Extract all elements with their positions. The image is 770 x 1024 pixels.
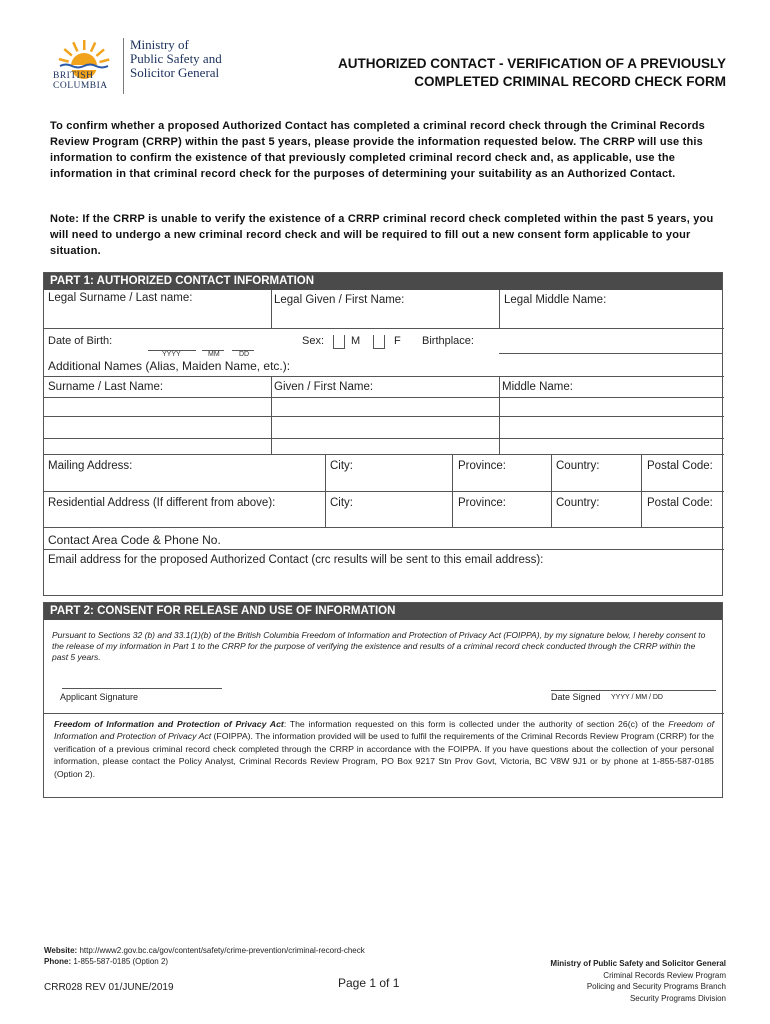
mailing-city-label: City: xyxy=(330,460,353,472)
part2-section xyxy=(43,602,723,798)
legal-surname-field[interactable] xyxy=(44,290,271,328)
footer-org-program: Criminal Records Review Program xyxy=(603,970,726,980)
legal-given-label: Legal Given / First Name: xyxy=(274,294,405,306)
part1-section xyxy=(43,272,723,596)
residential-city-label: City: xyxy=(330,497,353,509)
birthplace-label: Birthplace: xyxy=(422,335,474,347)
form-title-line2: COMPLETED CRIMINAL RECORD CHECK FORM xyxy=(414,74,726,89)
dob-yyyy-hint: YYYY xyxy=(162,351,181,358)
form-title-line1: AUTHORIZED CONTACT - VERIFICATION OF A PREVIOUSLY xyxy=(337,56,726,71)
mailing-province-label: Province: xyxy=(458,460,506,472)
dob-field[interactable] xyxy=(144,335,264,349)
foippa-text-b: (FOIPPA). The information provided will be used to fulfil the requirements of the Criminal Records Review Program (CRRP) for the verification of a previous criminal record check completed through the CRRP in accordance with the FOIPPA. If you have questions about the collection of your personal information, please contact the Policy Analyst, Criminal Records Review Program, PO Box 9217 Stn Prov Govt, Victoria, BC V8W 9J1 or by phone at 1-855-587-0185 (Option 2). xyxy=(54,731,715,779)
ministry-line3: Solicitor General xyxy=(130,65,220,80)
ministry-name xyxy=(130,38,222,80)
consent-text: Pursuant to Sections 32 (b) and 33.1(1)(b) of the British Columbia Freedom of Information and Protection of Privacy Act (FOIPPA), by my signature below, I hereby consent to the release of my information in Part 1 to the CRRP for the purpose of verifying the existence and results of a criminal record check conducted through the CRRP within the past 5 years. xyxy=(52,630,706,662)
form-revision: CRR028 REV 01/JUNE/2019 xyxy=(44,982,174,993)
legal-surname-label: Legal Surname / Last name: xyxy=(48,292,193,304)
foippa-notice xyxy=(44,713,724,780)
dob-label: Date of Birth: xyxy=(48,335,113,347)
alias-middle-label: Middle Name: xyxy=(502,381,573,393)
footer-organization xyxy=(550,958,726,1004)
logo-bc-line1: BRITISH xyxy=(53,71,94,81)
part1-heading: PART 1: AUTHORIZED CONTACT INFORMATION xyxy=(44,273,722,290)
alias-given-label: Given / First Name: xyxy=(274,381,374,393)
ministry-line1: Ministry of xyxy=(130,37,189,52)
mailing-country-label: Country: xyxy=(556,460,600,472)
residential-address-label: Residential Address (If different from above): xyxy=(48,497,276,509)
foippa-text-a: : The information requested on this form is collected under the authority of section 26(c) of the xyxy=(283,719,669,729)
residential-postal-label: Postal Code: xyxy=(647,497,713,509)
date-format-hint: YYYY / MM / DD xyxy=(611,694,663,701)
foippa-act-name-italic: Freedom of Information and Protection of Privacy Act xyxy=(54,719,714,742)
form-title xyxy=(338,55,726,91)
birthplace-field[interactable] xyxy=(499,335,723,353)
website-label: Website: xyxy=(44,946,78,955)
applicant-signature-label: Applicant Signature xyxy=(60,692,139,702)
phone-field[interactable] xyxy=(44,529,724,549)
sex-f-checkbox[interactable] xyxy=(373,335,385,349)
phone-footer-label: Phone: xyxy=(44,957,72,966)
alias-row[interactable] xyxy=(44,397,724,416)
mailing-address-label: Mailing Address: xyxy=(48,460,133,472)
mailing-address-field[interactable] xyxy=(44,454,325,491)
note-paragraph: Note: If the CRRP is unable to verify the existence of a CRRP criminal record check completed within the past 5 years, you will need to undergo a new criminal record check and will be required to fill out a new consent form applicable to your situation. xyxy=(50,213,714,257)
intro-paragraph: To confirm whether a proposed Authorized Contact has completed a criminal record check through the Criminal Records Review Program (CRRP) within the past 5 years, please provide the information requested below. The CRRP will use this information to confirm the existence of that previously completed criminal record check and, as applicable, use the information in that criminal record check for the purposes of determining your suitability as an Authorized Contact. xyxy=(50,120,705,180)
sex-m-label: M xyxy=(351,335,361,347)
legal-middle-field[interactable] xyxy=(500,290,724,328)
dob-mm-hint: MM xyxy=(208,351,220,358)
legal-middle-label: Legal Middle Name: xyxy=(504,294,607,306)
additional-names-label: Additional Names (Alias, Maiden Name, etc.): xyxy=(48,359,291,373)
logo-bc-line2: COLUMBIA xyxy=(53,81,108,91)
phone-footer-value: 1-855-587-0185 (Option 2) xyxy=(73,957,169,966)
date-signed-label: Date Signed xyxy=(551,692,601,702)
page-number: Page 1 of 1 xyxy=(338,976,400,990)
website-link[interactable]: http://www2.gov.bc.ca/gov/content/safety/crime-prevention/criminal-record-check xyxy=(79,946,365,955)
logo-divider xyxy=(123,38,124,94)
part2-heading: PART 2: CONSENT FOR RELEASE AND USE OF INFORMATION xyxy=(44,603,722,620)
email-field[interactable] xyxy=(44,550,724,595)
applicant-signature-field[interactable] xyxy=(62,669,222,688)
legal-given-field[interactable] xyxy=(272,290,499,328)
bc-government-logo xyxy=(52,36,232,98)
residential-address-field[interactable] xyxy=(44,491,325,527)
mailing-postal-label: Postal Code: xyxy=(647,460,713,472)
footer-org-branch: Policing and Security Programs Branch xyxy=(586,982,726,991)
sex-f-label: F xyxy=(394,335,401,347)
footer-org-division: Security Programs Division xyxy=(629,993,726,1003)
residential-country-label: Country: xyxy=(556,497,600,509)
alias-row[interactable] xyxy=(44,438,724,454)
phone-label: Contact Area Code & Phone No. xyxy=(48,533,221,547)
sex-label: Sex: xyxy=(302,335,325,347)
residential-province-label: Province: xyxy=(458,497,506,509)
alias-row[interactable] xyxy=(44,416,724,438)
sex-m-checkbox[interactable] xyxy=(333,335,345,349)
ministry-line2: Public Safety and xyxy=(130,51,222,66)
date-signed-field[interactable] xyxy=(551,671,716,690)
footer-org-ministry: Ministry of Public Safety and Solicitor General xyxy=(550,959,726,968)
footer-contact xyxy=(44,945,365,967)
foippa-act-name-bold: Freedom of Information and Protection of Privacy Act xyxy=(54,719,284,729)
alias-surname-label: Surname / Last Name: xyxy=(48,381,164,393)
email-label: Email address for the proposed Authorized Contact (crc results will be sent to this email address): xyxy=(48,554,544,566)
dob-dd-hint: DD xyxy=(239,351,250,358)
